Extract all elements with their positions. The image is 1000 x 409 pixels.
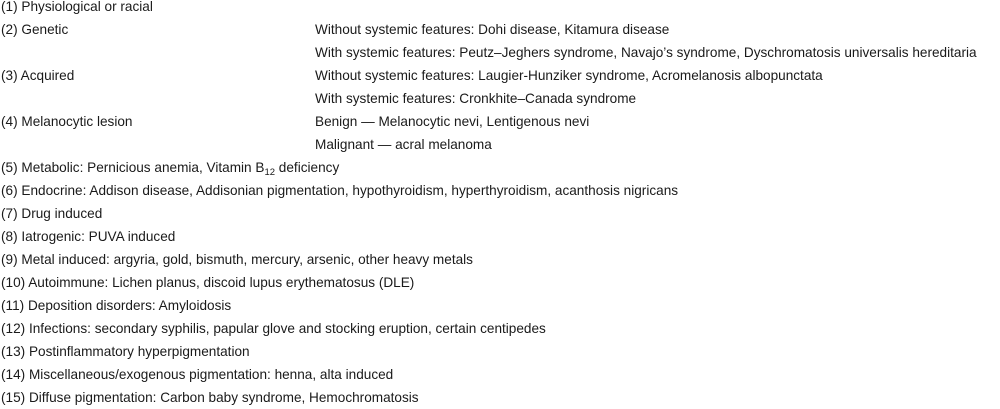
item-label xyxy=(1,65,74,87)
item-label xyxy=(1,111,132,133)
item-text: Infections: secondary syphilis, papular glove and stocking eruption, certain centipedes xyxy=(28,321,546,336)
item-detail: Malignant — acral melanoma xyxy=(315,137,492,152)
item-number: (13) xyxy=(1,344,26,359)
item-text: Metal induced: argyria, gold, bismuth, mercury, arsenic, other heavy metals xyxy=(21,252,473,267)
item-number: (1) xyxy=(1,0,18,14)
item-label xyxy=(1,203,102,225)
item-label xyxy=(1,180,678,202)
item-detail: Without systemic features: Laugier-Hunziker syndrome, Acromelanosis albopunctata xyxy=(315,68,823,83)
item-number: (5) xyxy=(1,160,18,175)
item-number: (15) xyxy=(1,390,26,405)
item-number: (12) xyxy=(1,321,26,336)
item-text: Autoimmune: Lichen planus, discoid lupus erythematosus (DLE) xyxy=(28,275,415,290)
item-label xyxy=(1,157,339,179)
item-text: Miscellaneous/exogenous pigmentation: henna, alta induced xyxy=(28,367,394,382)
item-label xyxy=(1,295,231,317)
item-text: Drug induced xyxy=(21,206,103,221)
item-label xyxy=(1,249,473,271)
item-label xyxy=(1,0,153,18)
item-text: Endocrine: Addison disease, Addisonian pigmentation, hypothyroidism, hyperthyroidism, acanthosis nigricans xyxy=(21,183,679,198)
item-number: (6) xyxy=(1,183,18,198)
item-text: Iatrogenic: PUVA induced xyxy=(21,229,176,244)
item-label xyxy=(1,364,393,386)
item-number: (7) xyxy=(1,206,18,221)
item-number: (14) xyxy=(1,367,26,382)
item-detail: Without systemic features: Dohi disease, Kitamura disease xyxy=(315,22,670,37)
item-text: Postinflammatory hyperpigmentation xyxy=(28,344,250,359)
item-number: (9) xyxy=(1,252,18,267)
item-text: Physiological or racial xyxy=(21,0,153,14)
item-number: (11) xyxy=(1,298,25,313)
item-text: Metabolic: Pernicious anemia, Vitamin B xyxy=(21,160,265,175)
item-text: Melanocytic lesion xyxy=(21,114,133,129)
item-text: Diffuse pigmentation: Carbon baby syndrome, Hemochromatosis xyxy=(28,390,419,405)
item-detail: With systemic features: Peutz–Jeghers syndrome, Navajo’s syndrome, Dyschromatosis universalis hereditaria xyxy=(315,45,977,60)
item-number: (3) xyxy=(1,68,18,83)
item-detail: With systemic features: Cronkhite–Canada syndrome xyxy=(315,91,637,106)
item-text-after: deficiency xyxy=(275,160,340,175)
item-label xyxy=(1,226,175,248)
item-number: (2) xyxy=(1,22,18,37)
item-text: Genetic xyxy=(21,22,69,37)
item-label xyxy=(1,341,250,363)
subscript: 12 xyxy=(264,167,276,178)
item-text: Acquired xyxy=(20,68,75,83)
item-number: (10) xyxy=(1,275,26,290)
item-label xyxy=(1,19,68,41)
item-text: Deposition disorders: Amyloidosis xyxy=(27,298,232,313)
item-label xyxy=(1,272,414,294)
item-label xyxy=(1,318,546,340)
item-number: (8) xyxy=(1,229,18,244)
item-detail: Benign — Melanocytic nevi, Lentigenous nevi xyxy=(315,114,590,129)
item-number: (4) xyxy=(1,114,18,129)
